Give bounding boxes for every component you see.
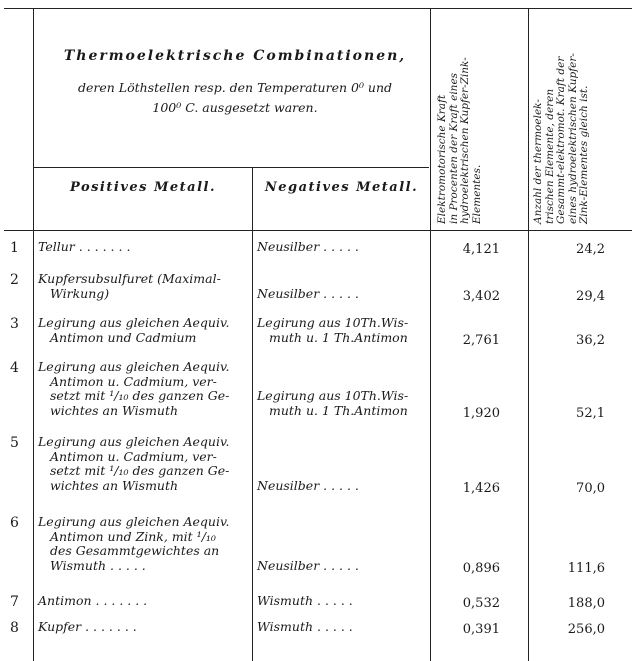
negative-metal-line: Wismuth . . . . .: [257, 593, 353, 608]
emf-head-line: Elektromotorische Kraft: [436, 94, 448, 224]
positive-metal-line: Tellur . . . . . . .: [38, 239, 131, 254]
col-rule-3: [430, 8, 431, 661]
negative-metal-line: Neusilber . . . . .: [257, 557, 359, 573]
table-title: Thermoelektrische Combinationen,: [63, 48, 407, 64]
col-rule-1: [33, 8, 34, 661]
positive-metal-line: Wismuth . . . . .: [50, 557, 146, 573]
positive-metal-line: Antimon u. Cadmium, ver-: [50, 373, 217, 389]
element-count-value: 111,6: [567, 560, 605, 576]
table-subtitle-2: 100⁰ C. ausgesetzt waren.: [152, 100, 318, 115]
emf-value: 0,532: [462, 596, 500, 611]
negative-metal-line: Legirung aus 10Th.Wis-: [257, 315, 409, 330]
table-subtitle-1: deren Löthstellen resp. den Temperaturen 0⁰ und: [77, 80, 393, 95]
negative-metal-line: muth u. 1 Th.Antimon: [269, 329, 408, 345]
count-head-line: Zink-Elementes gleich ist.: [578, 85, 590, 224]
negative-metal-line: Wismuth . . . . .: [257, 619, 353, 634]
positive-metal-line: setzt mit ¹/₁₀ des ganzen Ge-: [50, 463, 230, 478]
positive-metal-line: Kupfer . . . . . . .: [38, 619, 137, 634]
negative-metal-line: muth u. 1 Th.Antimon: [269, 402, 408, 418]
element-count-value: 52,1: [576, 405, 605, 421]
row-number: 7: [10, 594, 19, 610]
positive-metal-line: Legirung aus gleichen Aequiv.: [38, 315, 230, 330]
emf-head-line: hydroelektrischen Kupfer-Zink-: [459, 57, 471, 224]
element-count-value: 36,2: [576, 332, 605, 348]
emf-value: 4,121: [462, 242, 500, 257]
positive-metal-line: setzt mit ¹/₁₀ des ganzen Ge-: [50, 388, 230, 403]
row-number: 8: [10, 620, 19, 636]
emf-head-line: Elementes.: [470, 164, 483, 224]
count-head-line: eines hydroelektrischen Kupfer-: [566, 53, 579, 224]
row-number: 5: [10, 435, 19, 451]
header-negative-metal: Negatives Metall.: [264, 180, 419, 195]
table-title-block: [40, 48, 430, 118]
element-count-value: 188,0: [567, 596, 605, 611]
positive-metal-line: Legirung aus gleichen Aequiv.: [38, 514, 230, 529]
negative-metal-line: Legirung aus 10Th.Wis-: [257, 388, 409, 403]
element-count-value: 256,0: [567, 622, 605, 637]
count-head-line: Anzahl der thermoelek-: [532, 99, 544, 224]
positive-metal-line: wichtes an Wismuth: [50, 477, 179, 493]
header-positive-metal: Positives Metall.: [70, 180, 216, 195]
negative-metal-line: Neusilber . . . . .: [257, 285, 359, 301]
positive-metal-line: Legirung aus gleichen Aequiv.: [38, 359, 230, 374]
element-count-value: 29,4: [576, 288, 605, 304]
emf-value: 2,761: [462, 332, 500, 348]
positive-metal-line: wichtes an Wismuth: [50, 402, 179, 418]
count-head-text: [533, 53, 591, 224]
negative-metal-line: Neusilber . . . . .: [257, 477, 359, 493]
positive-metal-line: Antimon u. Cadmium, ver-: [50, 448, 217, 464]
count-head-line: Gesammt-elektromot. Kraft der: [555, 56, 567, 224]
count-head-line: trischen Elemente, deren: [543, 88, 556, 224]
row-number: 4: [10, 360, 19, 376]
element-count-value: 24,2: [576, 242, 605, 257]
positive-metal-line: Antimon und Cadmium: [50, 329, 197, 345]
row-number: 2: [10, 272, 19, 288]
emf-value: 1,920: [462, 405, 500, 421]
positive-metal-line: Legirung aus gleichen Aequiv.: [38, 434, 230, 449]
header-rule: [4, 230, 632, 231]
positive-metal-line: Antimon und Zink, mit ¹/₁₀: [50, 528, 216, 544]
emf-value: 3,402: [462, 288, 500, 304]
emf-value: 0,896: [462, 560, 500, 576]
positive-metal-line: Kupfersubsulfuret (Maximal-: [38, 271, 221, 286]
positive-metal-line: Wirkung): [50, 285, 110, 301]
emf-value: 1,426: [462, 480, 500, 496]
positive-metal-line: Antimon . . . . . . .: [38, 593, 148, 608]
positive-metal-line: des Gesammtgewichtes an: [50, 543, 220, 558]
row-number: 6: [10, 515, 19, 531]
row-number: 3: [10, 316, 19, 332]
emf-value: 0,391: [462, 622, 500, 637]
emf-head-line: in Procenten der Kraft eines: [447, 72, 460, 224]
top-rule: [4, 8, 632, 9]
subheader-rule: [34, 167, 429, 168]
row-number: 1: [10, 240, 19, 256]
element-count-value: 70,0: [576, 480, 605, 496]
col-rule-4: [528, 8, 529, 661]
negative-metal-line: Neusilber . . . . .: [257, 239, 359, 254]
emf-head-text: [437, 57, 483, 224]
